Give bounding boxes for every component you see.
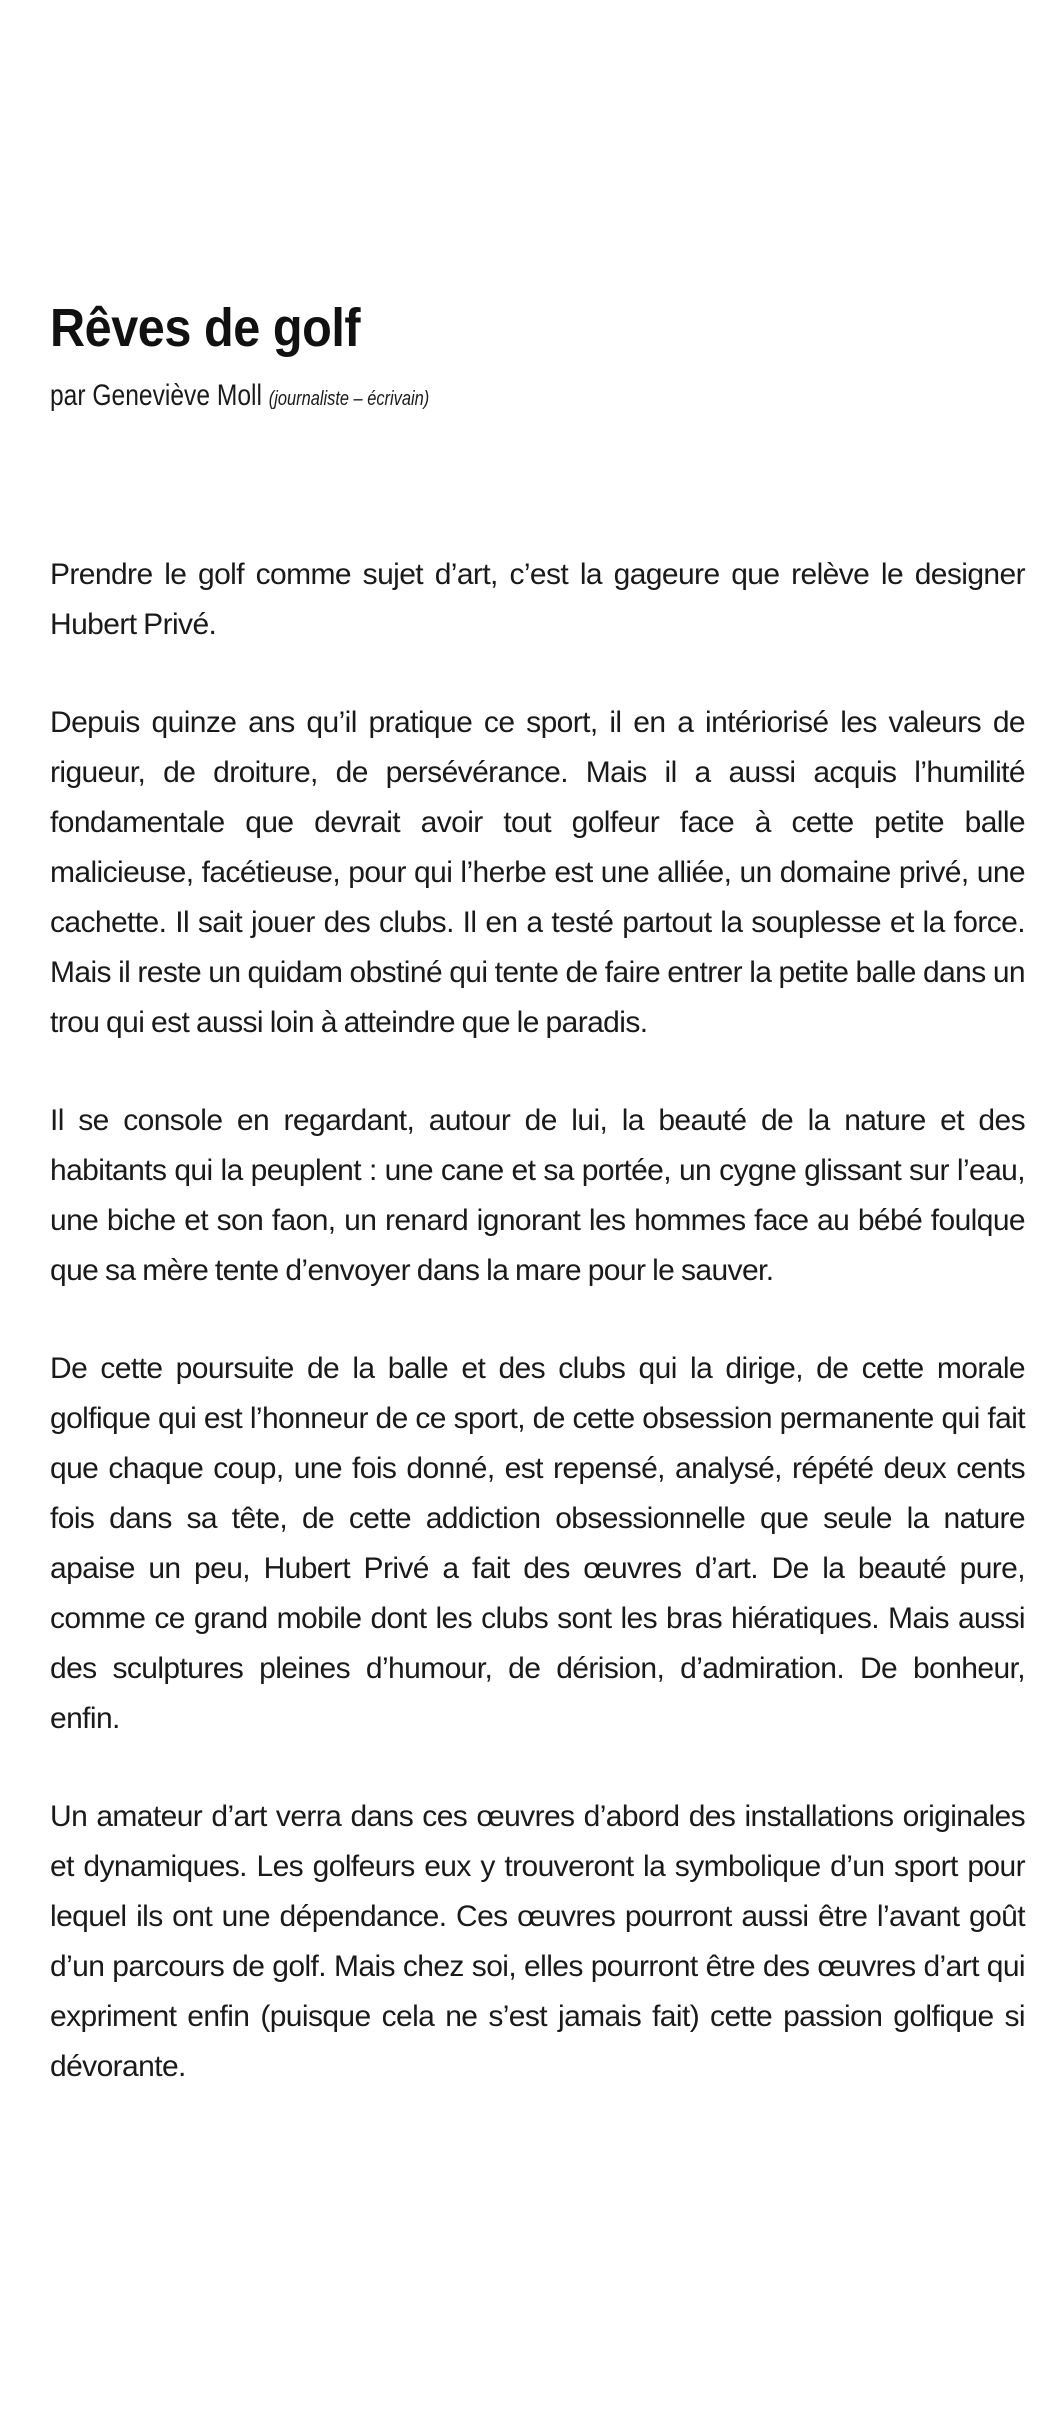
article-title: Rêves de golf — [50, 298, 361, 358]
byline-author: par Geneviève Moll — [50, 379, 262, 412]
paragraph-3: Il se console en regardant, autour de lui, la beauté de la nature et des habitants qui la peuplent : une cane et sa portée, un cygne glissant sur l’eau, une biche et son faon, un renard ignorant les hommes face au bébé foulque que sa mère tente d’envoyer dans la mare pour le sauver. — [50, 1104, 1025, 1287]
article-byline — [50, 378, 429, 417]
article-body — [50, 550, 1025, 2140]
byline-role: (journaliste – écrivain) — [268, 388, 430, 410]
paragraph-2: Depuis quinze ans qu’il pratique ce sport, il en a intériorisé les valeurs de rigueur, de droiture, de persévérance. Mais il a aussi acquis l’humilité fondamentale que devrait avoir tout golfeur face à cette petite balle malicieuse, facétieuse, pour qui l’herbe est une alliée, un domaine privé, une cachette. Il sait jouer des clubs. Il en a testé partout la souplesse et la force. Mais il reste un quidam obstiné qui tente de faire entrer la petite balle dans un trou qui est aussi loin à atteindre que le paradis. — [50, 706, 1025, 1039]
paragraph-5: Un amateur d’art verra dans ces œuvres d’abord des installations originales et dynamiques. Les golfeurs eux y trouveront la symbolique d’un sport pour lequel ils ont une dépendance. Ces œuvres pourront aussi être l’avant goût d’un parcours de golf. Mais chez soi, elles pourront être des œuvres d’art qui expriment enfin (puisque cela ne s’est jamais fait) cette passion golfique si dévorante. — [50, 1800, 1025, 2083]
paragraph-1: Prendre le golf comme sujet d’art, c’est la gageure que relève le designer Hubert Privé. — [50, 558, 1025, 641]
paragraph-4: De cette poursuite de la balle et des clubs qui la dirige, de cette morale golfique qui est l’honneur de ce sport, de cette obsession permanente qui fait que chaque coup, une fois donné, est repensé, analysé, répété deux cents fois dans sa tête, de cette addiction obsessionnelle que seule la nature apaise un peu, Hubert Privé a fait des œuvres d’art. De la beauté pure, comme ce grand mobile dont les clubs sont les bras hiératiques. Mais aussi des sculptures pleines d’humour, de dérision, d’admiration. De bonheur, enfin. — [50, 1352, 1025, 1735]
